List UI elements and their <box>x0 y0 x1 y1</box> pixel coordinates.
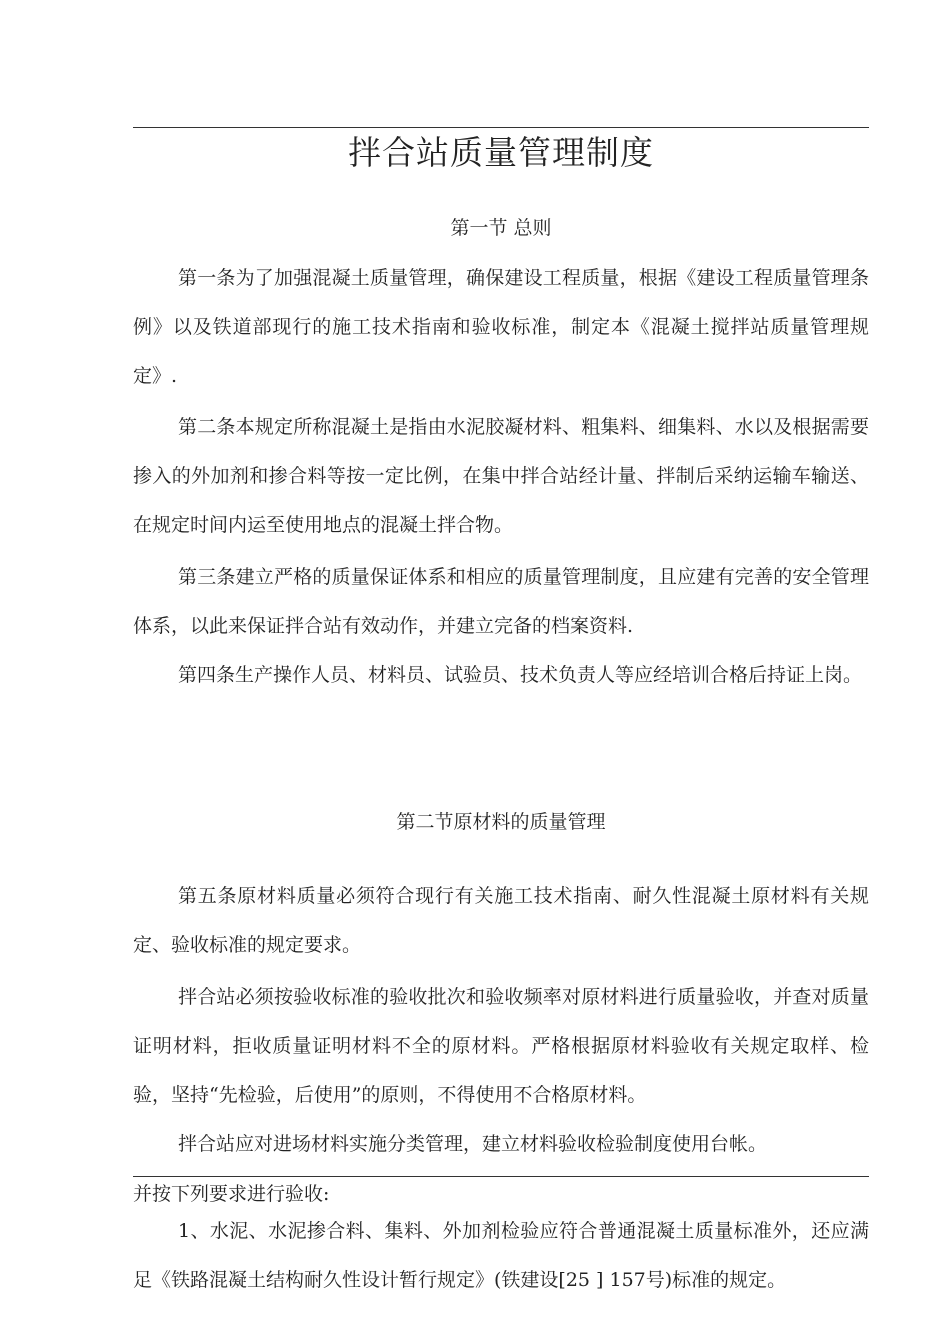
page-break-rule <box>133 1176 869 1177</box>
document-title: 拌合站质量管理制度 <box>348 133 654 172</box>
paragraph-article-3: 第三条建立严格的质量保证体系和相应的质量管理制度，且应建有完善的安全管理体系，以此来保证拌合站有效动作，并建立完备的档案资料. <box>133 566 869 637</box>
paragraph-acceptance-intro: 并按下列要求进行验收: <box>133 1183 330 1205</box>
paragraph-item-1: 1、水泥、水泥掺合料、集料、外加剂检验应符合普通混凝土质量标准外，还应满足《铁路混凝土结构耐久性设计暂行规定》(铁建设[25 ] 157号)标准的规定。 <box>133 1220 869 1291</box>
paragraph-article-5: 第五条原材料质量必须符合现行有关施工技术指南、耐久性混凝土原材料有关规定、验收标准的规定要求。 <box>133 885 869 956</box>
paragraph-material-inspection: 拌合站必须按验收标准的验收批次和验收频率对原材料进行质量验收，并查对质量证明材料，拒收质量证明材料不全的原材料。严格根据原材料验收有关规定取样、检验，坚持“先检验，后使用”的原则，不得使用不合格原材料。 <box>133 986 869 1106</box>
paragraph-article-1: 第一条为了加强混凝土质量管理，确保建设工程质量，根据《建设工程质量管理条例》以及铁道部现行的施工技术指南和验收标准，制定本《混凝土搅拌站质量管理规定》. <box>133 267 869 387</box>
section-heading-1: 第一节 总则 <box>450 217 552 239</box>
paragraph-article-4: 第四条生产操作人员、材料员、试验员、技术负责人等应经培训合格后持证上岗。 <box>178 664 863 686</box>
section-heading-2: 第二节原材料的质量管理 <box>396 811 606 833</box>
paragraph-material-classification: 拌合站应对进场材料实施分类管理，建立材料验收检验制度使用台帐。 <box>178 1133 768 1155</box>
paragraph-article-2: 第二条本规定所称混凝土是指由水泥胶凝材料、粗集料、细集料、水以及根据需要掺入的外加剂和掺合料等按一定比例，在集中拌合站经计量、拌制后采纳运输车输送、在规定时间内运至使用地点的混凝土拌合物。 <box>133 416 869 536</box>
